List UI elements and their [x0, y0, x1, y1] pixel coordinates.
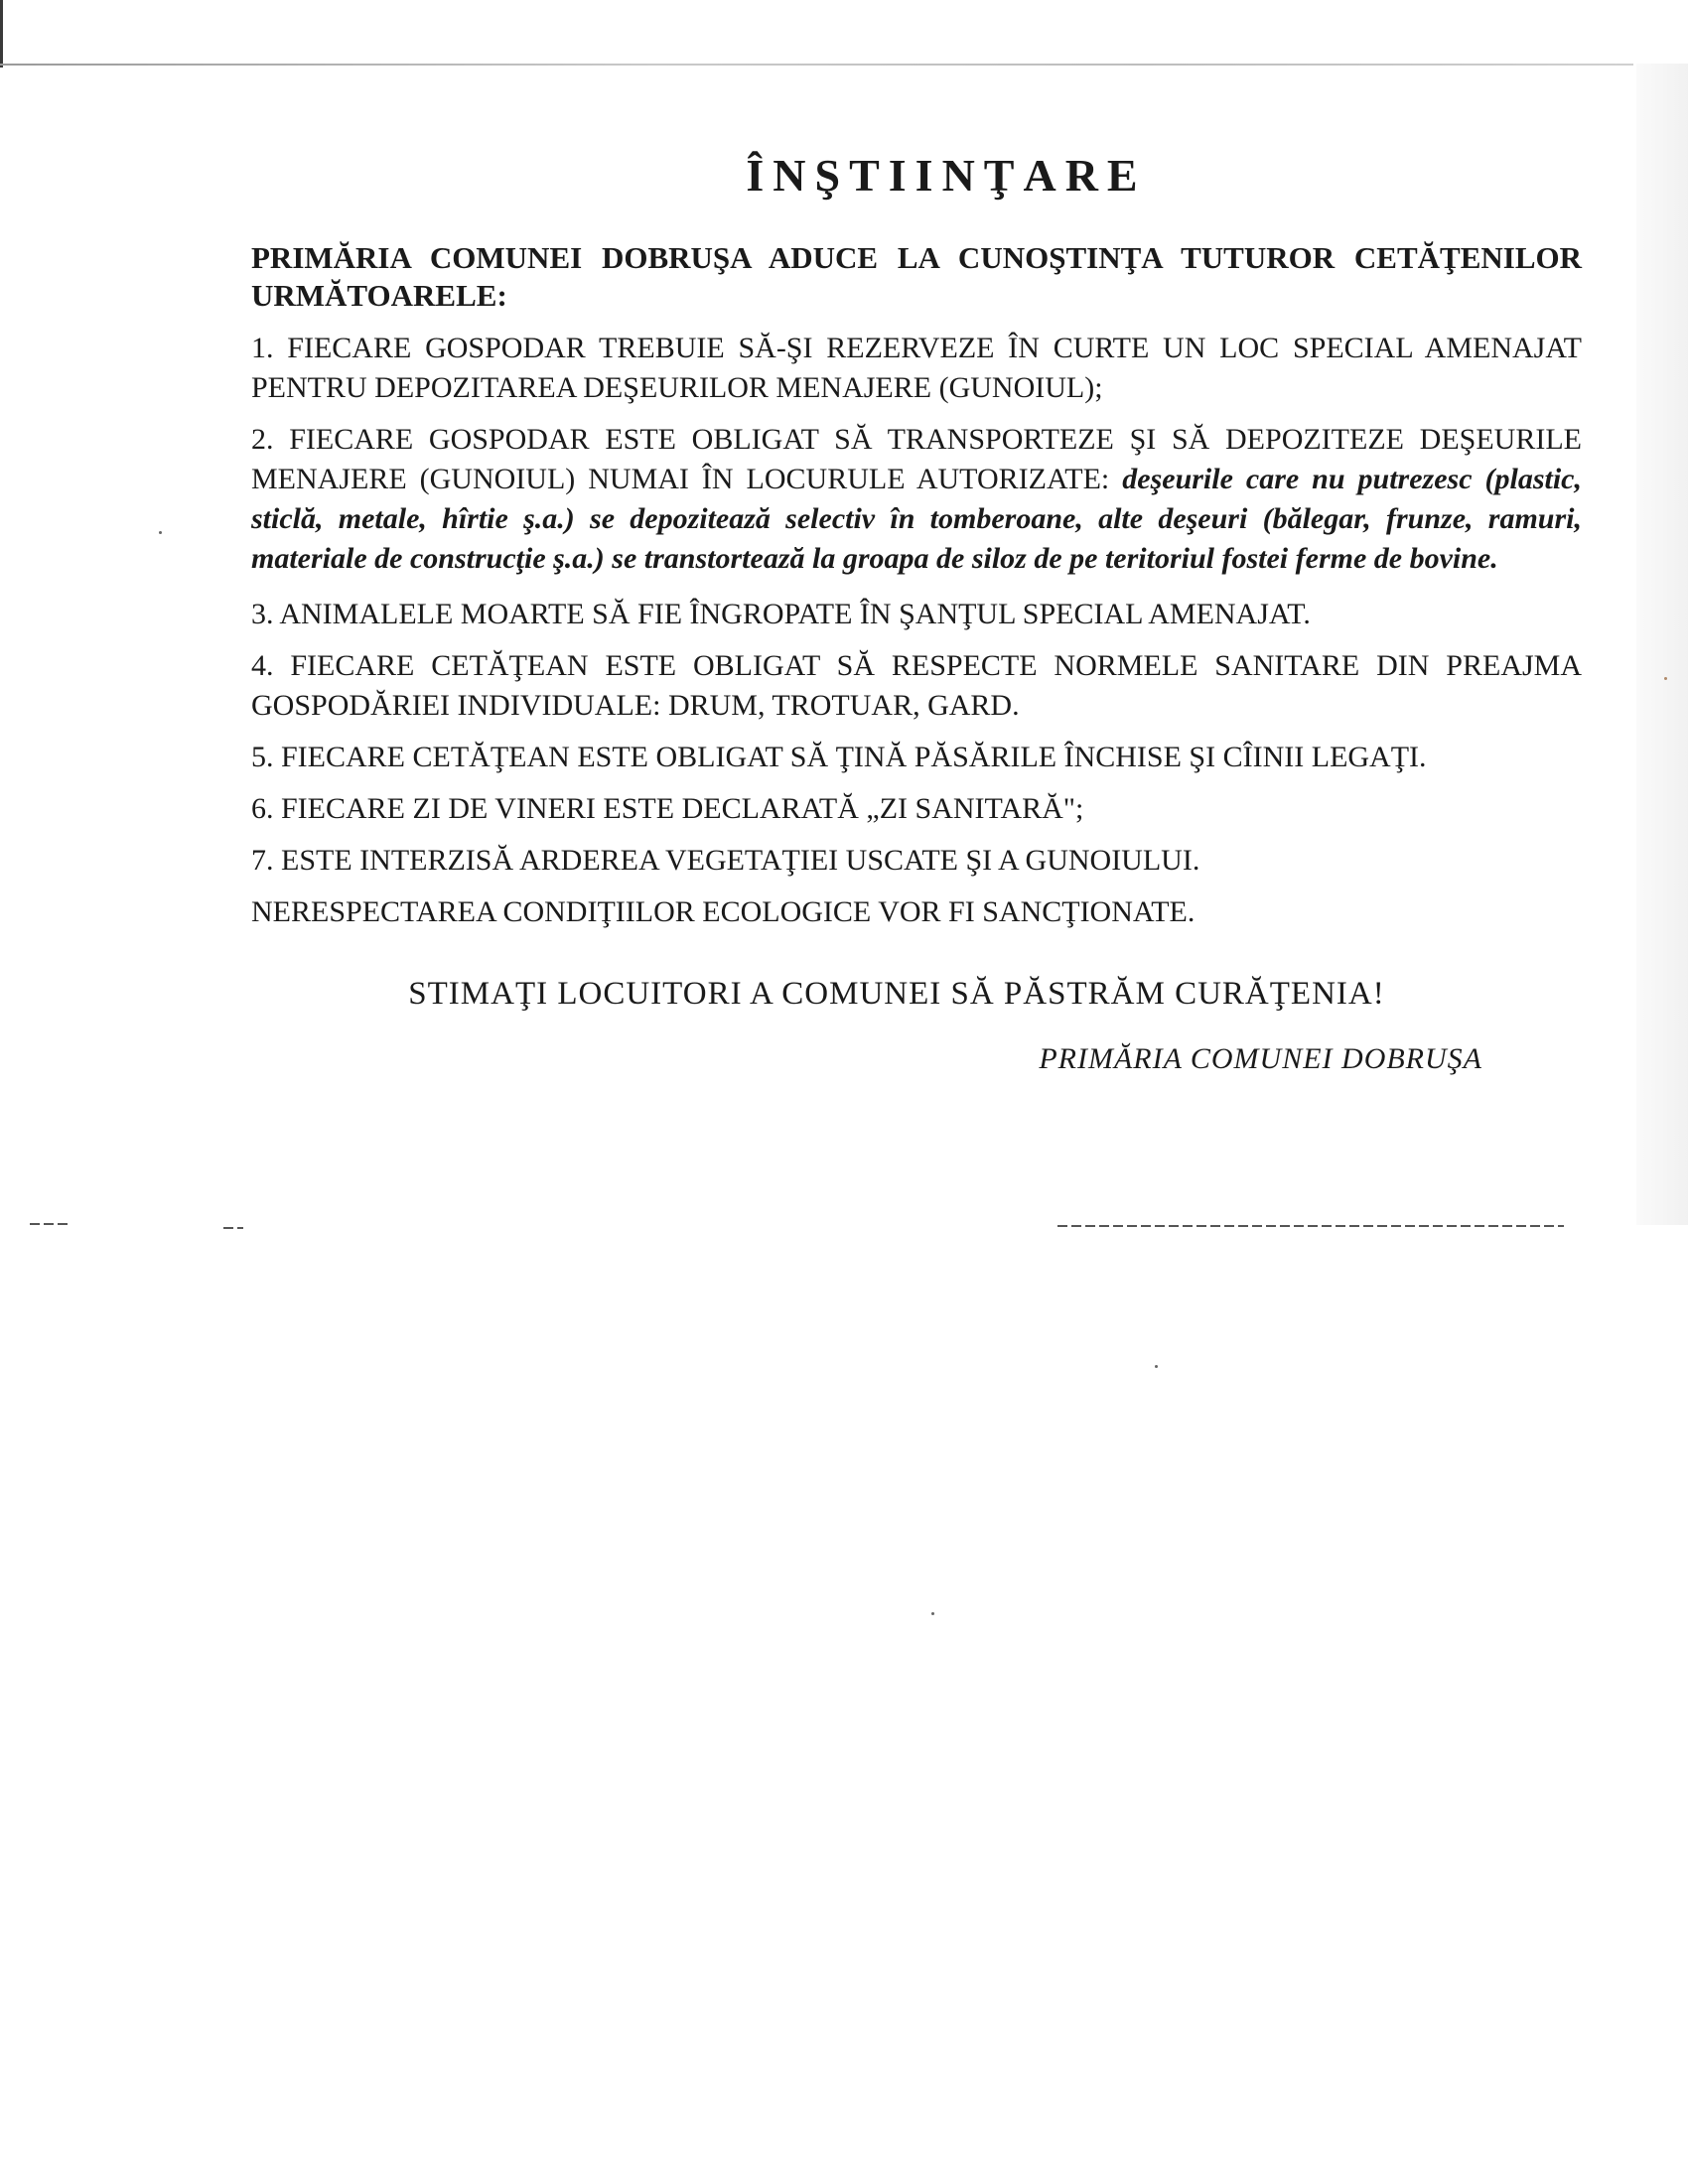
scan-bottom-line: [1057, 1225, 1564, 1227]
notice-item-2: [251, 420, 1582, 579]
notice-item-6: 6. FIECARE ZI DE VINERI ESTE DECLARATĂ „ZI SANITARĂ";: [251, 792, 1084, 825]
scan-mark: [223, 1227, 243, 1229]
scan-speck: [1155, 1365, 1158, 1368]
notice-item-1: 1. FIECARE GOSPODAR TREBUIE SĂ-ŞI REZERVEZE ÎN CURTE UN LOC SPECIAL AMENAJAT PENTRU DEPOZITAREA DEŞEURILOR MENAJERE (GUNOIUL);: [251, 332, 1582, 404]
notice-signature: PRIMĂRIA COMUNEI DOBRUŞA: [1039, 1042, 1482, 1075]
notice-slogan: STIMAŢI LOCUITORI A COMUNEI SĂ PĂSTRĂM CURĂŢENIA!: [408, 976, 1385, 1012]
notice-item-5: 5. FIECARE CETĂŢEAN ESTE OBLIGAT SĂ ŢINĂ PĂSĂRILE ÎNCHISE ŞI CÎINII LEGAŢI.: [251, 741, 1427, 773]
notice-item-4: 4. FIECARE CETĂŢEAN ESTE OBLIGAT SĂ RESPECTE NORMELE SANITARE DIN PREAJMA GOSPODĂRIEI INDIVIDUALE: DRUM, TROTUAR, GARD.: [251, 649, 1582, 722]
notice-item-7: 7. ESTE INTERZISĂ ARDEREA VEGETAŢIEI USCATE ŞI A GUNOIULUI.: [251, 844, 1200, 877]
scan-top-line: [0, 64, 1633, 66]
scan-speck: [931, 1612, 934, 1615]
scan-mark: [30, 1223, 70, 1225]
notice-item-2-detail: deşeurile care nu putrezesc (plastic, sticlă, metale, hîrtie ş.a.) se depozitează selectiv în tomberoane, alte deşeuri (bălegar, frunze, ramuri, materiale de construcţie ş.a.) se transtortează la groapa de siloz de pe teritoriul fostei ferme de bovine.: [251, 463, 1582, 575]
scan-shadow: [1636, 64, 1688, 1225]
notice-item-2-text: 2. FIECARE GOSPODAR ESTE OBLIGAT SĂ TRANSPORTEZE ŞI SĂ DEPOZITEZE DEŞEURILE MENAJERE (GUNOIUL) NUMAI ÎN LOCURULE AUTORIZATE:: [251, 423, 1582, 495]
scan-speck: [159, 531, 162, 534]
scan-edge-artifact: [0, 0, 3, 68]
notice-document: [251, 149, 1582, 1106]
notice-title: ÎNŞTIINŢARE: [746, 150, 1147, 201]
notice-item-3: 3. ANIMALELE MOARTE SĂ FIE ÎNGROPATE ÎN ŞANŢUL SPECIAL AMENAJAT.: [251, 598, 1311, 630]
notice-closing: NERESPECTAREA CONDIŢIILOR ECOLOGICE VOR FI SANCŢIONATE.: [251, 895, 1196, 928]
scan-speck: [1664, 677, 1667, 680]
notice-intro: PRIMĂRIA COMUNEI DOBRUŞA ADUCE LA CUNOŞTINŢA TUTUROR CETĂŢENILOR URMĂTOARELE:: [251, 240, 1582, 313]
